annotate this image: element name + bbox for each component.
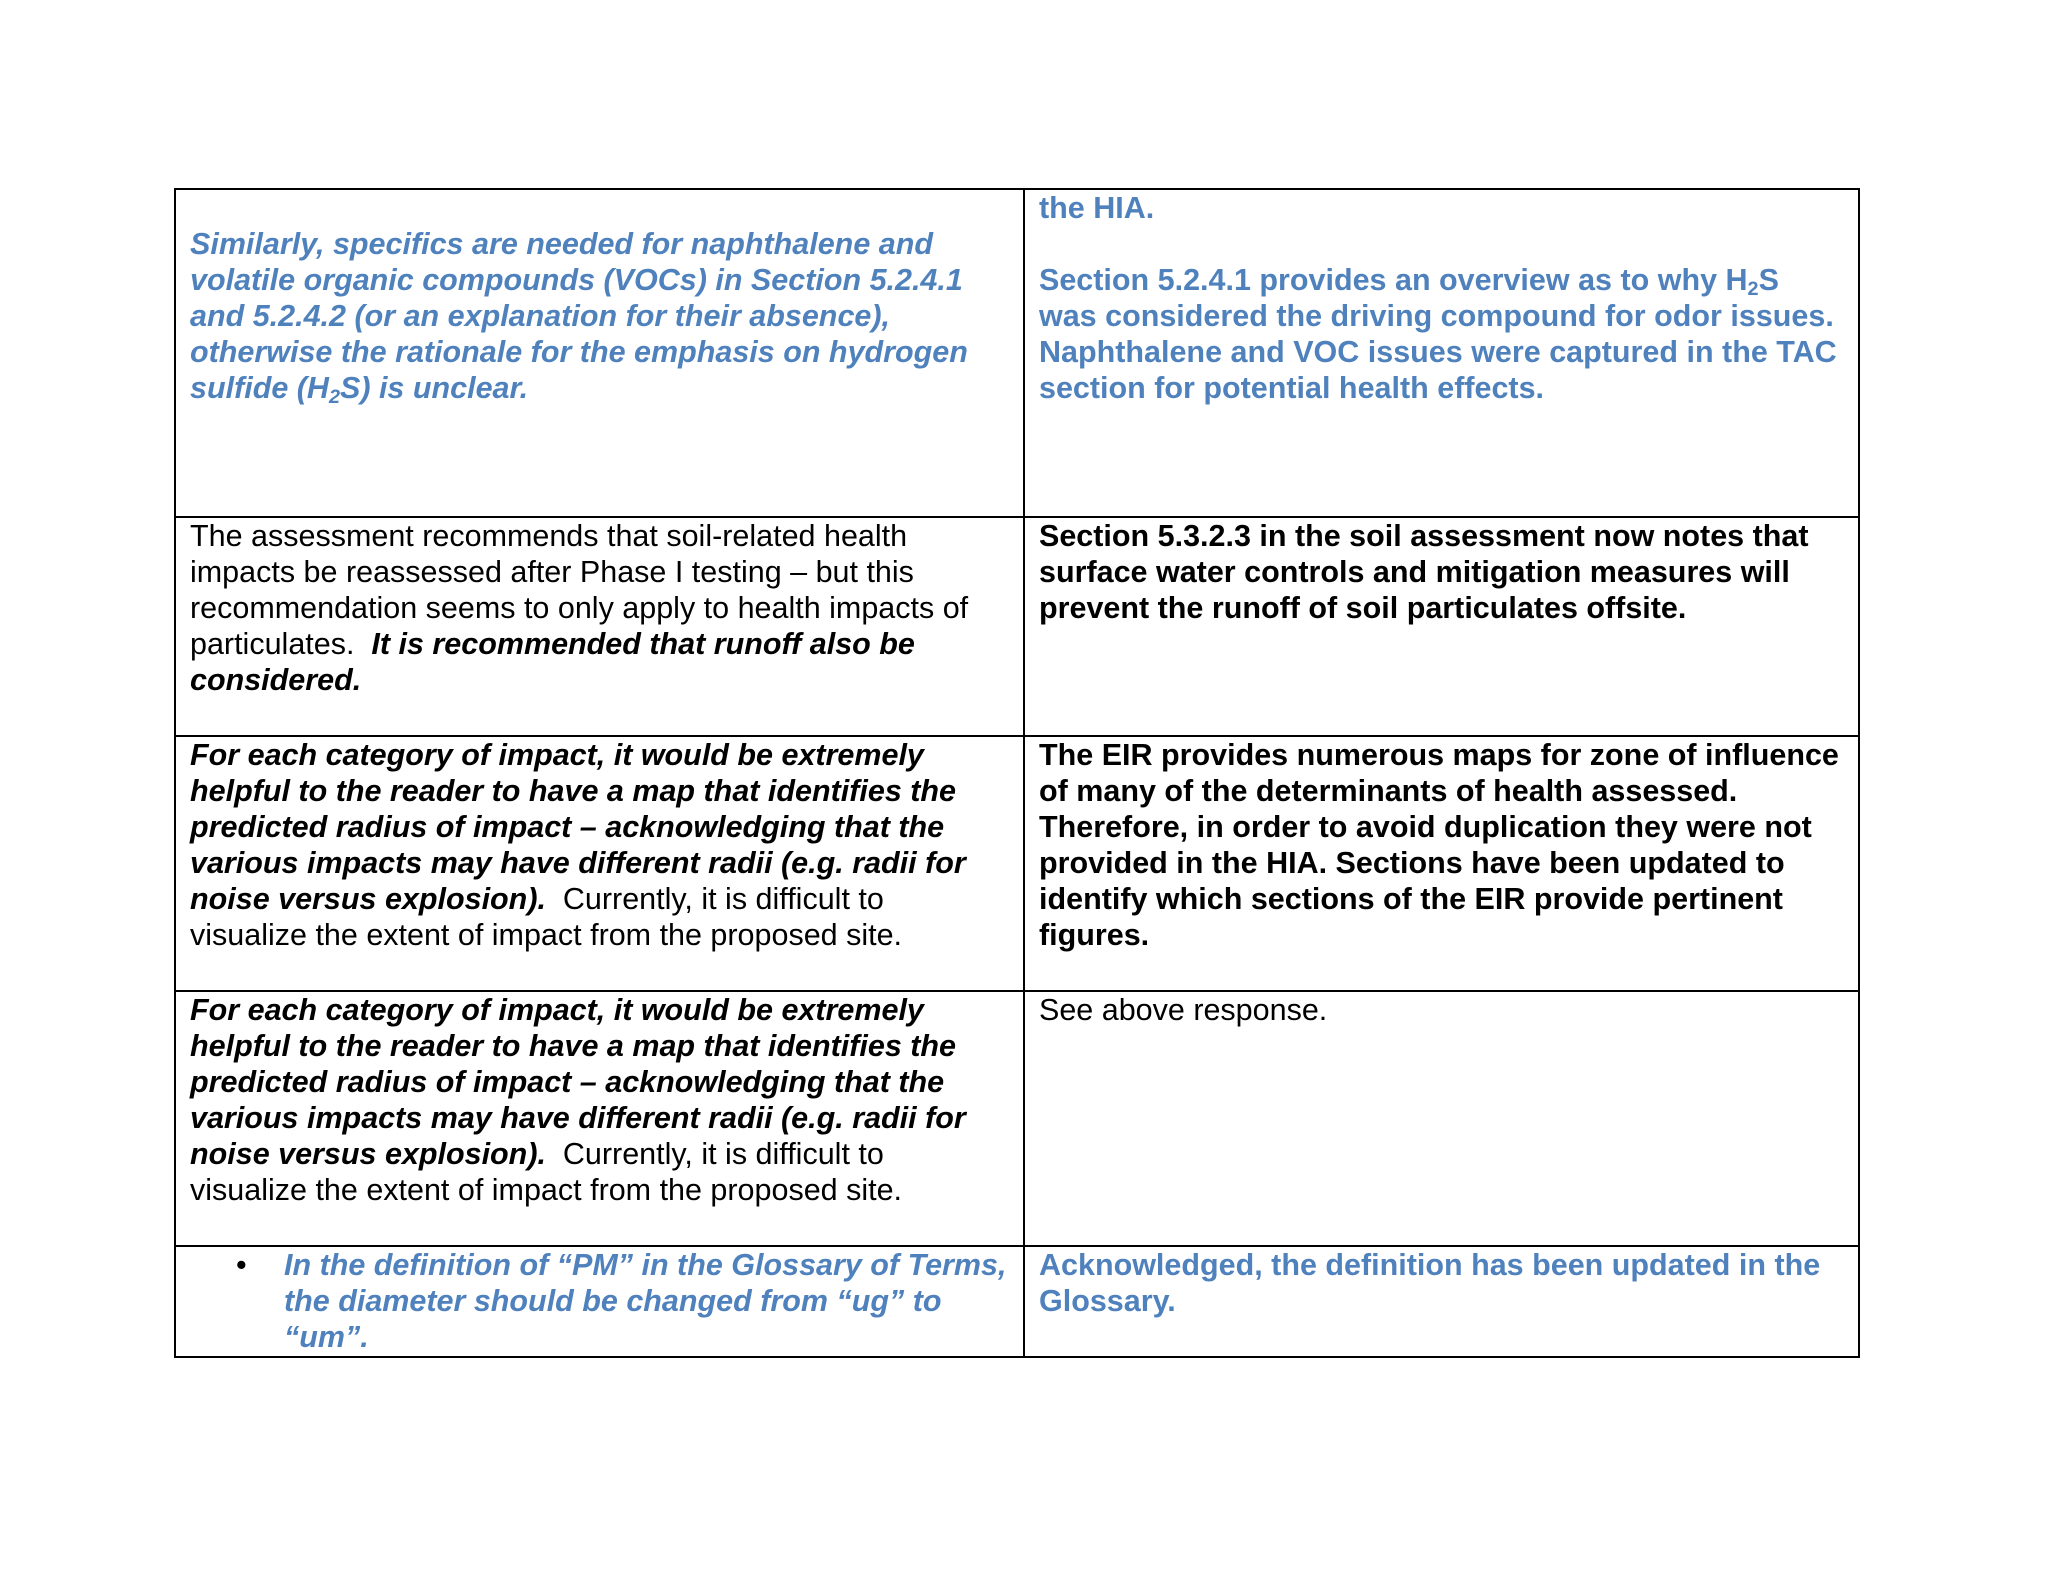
response-cell: [1024, 1246, 1859, 1357]
comment-response-table: [174, 188, 1860, 1358]
table-row: [175, 517, 1859, 736]
comment-text: For each category of impact, it would be extremely helpful to the reader to have a map that identifies the predicted radius of impact – acknowledging that the various impacts may have different radii (e.g. radii for noise versus explosion). Currently, it is difficult to visualize the extent of impact from the proposed site.: [190, 738, 966, 952]
table-row: [175, 736, 1859, 991]
comment-cell: [175, 189, 1024, 517]
comment-text: In the definition of “PM” in the Glossary of Terms, the diameter should be changed from “ug” to “um”.: [284, 1248, 1007, 1354]
bullet-icon: •: [236, 1248, 247, 1282]
response-text: The EIR provides numerous maps for zone of influence of many of the determinants of health assessed. Therefore, in order to avoid duplication they were not provided in the HIA. Sections have been updated to identify which sections of the EIR provide pertinent figures.: [1039, 738, 1839, 952]
response-cell: [1024, 189, 1859, 517]
response-text: Section 5.3.2.3 in the soil assessment now notes that surface water controls and mitigation measures will prevent the runoff of soil particulates offsite.: [1039, 519, 1809, 625]
response-cell: [1024, 736, 1859, 991]
list-item: [236, 1247, 1009, 1355]
response-text: Acknowledged, the definition has been updated in the Glossary.: [1039, 1248, 1821, 1318]
table-row: [175, 991, 1859, 1246]
response-cell: [1024, 991, 1859, 1246]
table-row: [175, 1246, 1859, 1357]
response-cell: [1024, 517, 1859, 736]
comment-cell: [175, 1246, 1024, 1357]
comment-cell: [175, 736, 1024, 991]
comment-cell: [175, 991, 1024, 1246]
response-text: the HIA. Section 5.2.4.1 provides an overview as to why $H_2S$ was considered the driving compound for odor issues. Naphthalene and VOC issues were captured in the TAC section for potential health effects.: [1039, 191, 1837, 405]
response-text: See above response.: [1039, 993, 1328, 1027]
comment-text: The assessment recommends that soil-related health impacts be reassessed after Phase I testing – but this recommendation seems to only apply to health impacts of particulates. It is recommended that runoff also be considered.: [190, 519, 969, 697]
bullet-list: [190, 1247, 1009, 1355]
comment-text: Similarly, specifics are needed for naphthalene and volatile organic compounds (VOCs) in Section 5.2.4.1 and 5.2.4.2 (or an explanation for their absence), otherwise the rationale for the emphasis on hydrogen sulfide $(H_2S)$ is unclear.: [190, 227, 968, 408]
table-row: [175, 189, 1859, 517]
comment-cell: [175, 517, 1024, 736]
comment-text: For each category of impact, it would be extremely helpful to the reader to have a map that identifies the predicted radius of impact – acknowledging that the various impacts may have different radii (e.g. radii for noise versus explosion). Currently, it is difficult to visualize the extent of impact from the proposed site.: [190, 993, 966, 1207]
